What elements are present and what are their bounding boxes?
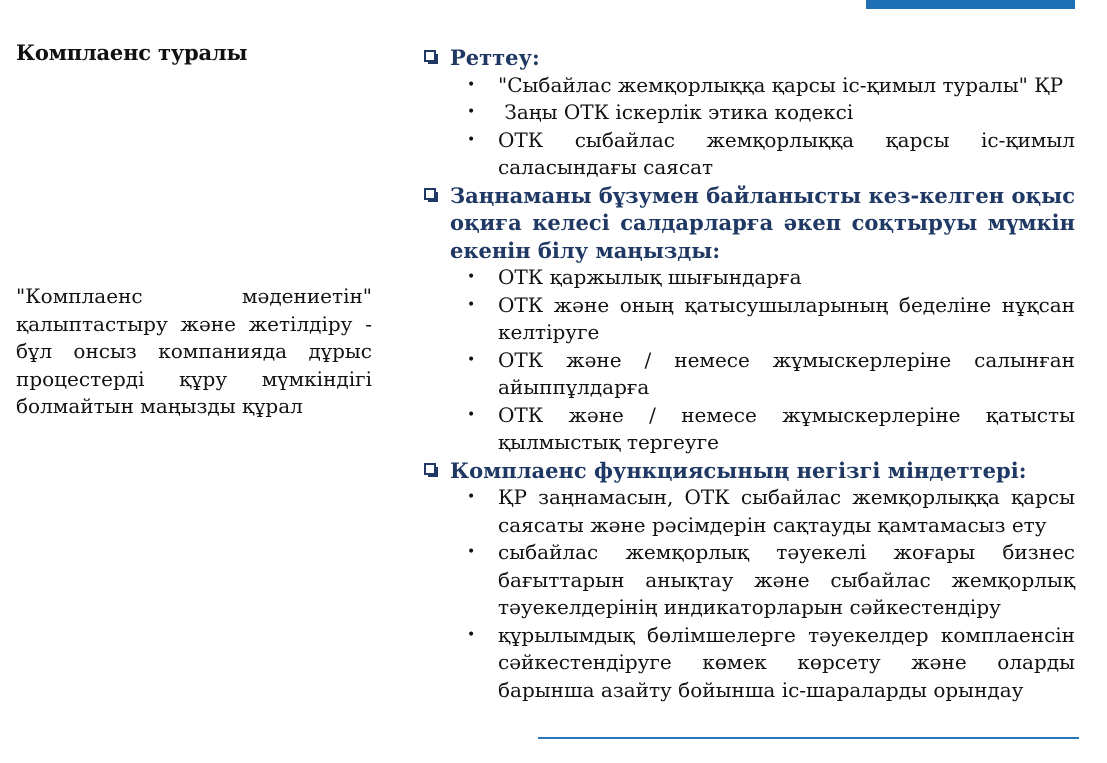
list-item <box>467 539 1075 622</box>
bullet-icon: • <box>467 351 476 368</box>
section-title: Заңнаманы бұзумен байланысты кез-келген оқыс оқиға келесі салдарларға әкеп соқтыруы мүмкін екенін білу маңызды: <box>450 182 1075 263</box>
list-item-text: сыбайлас жемқорлық тәуекелі жоғары бизнес бағыттарын анықтау және сыбайлас жемқорлық тәуекелдерінің индикаторларын сәйкестендіру <box>498 540 1075 619</box>
list-item-text: құрылымдық бөлімшелерге тәуекелдер комплаенсін сәйкестендіруге көмек көрсету және оларды барынша азайту бойынша іс-шараларды орындау <box>498 622 1075 702</box>
item-list <box>422 484 1075 704</box>
list-item <box>467 402 1075 457</box>
top-accent-bar <box>866 0 1075 9</box>
checkbox-bullet-icon <box>424 463 436 475</box>
list-item-text: ҚР заңнамасын, ОТК сыбайлас жемқорлыққа қарсы саясаты және рәсімдерін сақтауды қамтамасыз ету <box>498 485 1075 537</box>
list-item <box>467 484 1075 539</box>
bullet-icon: • <box>467 76 476 93</box>
culture-quote: "Комплаенс мәдениетін" қалыптастыру және жетілдіру - бұл онсыз компанияда дұрыс процестерді құру мүмкіндігі болмайтын маңызды құрал <box>16 284 372 418</box>
list-item-text: ОТК және оның қатысушыларының беделіне нұқсан келтіруге <box>498 292 1075 344</box>
content-column <box>422 44 1075 704</box>
bottom-divider <box>538 737 1079 739</box>
item-list <box>422 264 1075 457</box>
bullet-icon: • <box>467 296 476 313</box>
list-item-text: ОТК және / немесе жұмыскерлеріне қатысты қылмыстық тергеуге <box>498 402 1075 454</box>
list-item-text: ОТК сыбайлас жемқорлыққа қарсы іс-қимыл саласындағы саясат <box>498 127 1075 179</box>
section-heading <box>422 182 1075 265</box>
section-title: Комплаенс функциясының негізгі міндеттері: <box>450 457 1027 483</box>
bullet-icon: • <box>467 269 476 285</box>
list-item <box>467 72 1075 100</box>
bullet-icon: • <box>467 406 476 423</box>
checkbox-bullet-icon <box>424 50 436 62</box>
page-title: Комплаенс туралы <box>16 40 248 65</box>
item-list <box>422 72 1075 182</box>
bullet-icon: • <box>467 626 476 643</box>
section-consequences <box>422 182 1075 457</box>
list-item <box>467 264 1075 292</box>
list-item <box>467 99 1075 127</box>
section-regulation <box>422 44 1075 182</box>
list-item-text: "Сыбайлас жемқорлыққа қарсы іс-қимыл туралы" ҚР <box>498 72 1064 97</box>
list-item-text: Заңы ОТК іскерлік этика кодексі <box>498 100 854 124</box>
checkbox-bullet-icon <box>424 188 436 200</box>
section-title: Реттеу: <box>450 45 540 70</box>
list-item <box>467 347 1075 402</box>
bullet-icon: • <box>467 544 476 560</box>
bullet-icon: • <box>467 104 476 120</box>
list-item <box>467 622 1075 705</box>
section-heading <box>422 457 1075 485</box>
section-heading <box>422 44 1075 72</box>
list-item <box>467 292 1075 347</box>
list-item-text: ОТК қаржылық шығындарға <box>498 265 802 289</box>
section-compliance-tasks <box>422 457 1075 705</box>
list-item <box>467 127 1075 182</box>
bullet-icon: • <box>467 131 476 148</box>
list-item-text: ОТК және / немесе жұмыскерлеріне салынған айыппұлдарға <box>498 347 1075 399</box>
bullet-icon: • <box>467 489 476 505</box>
